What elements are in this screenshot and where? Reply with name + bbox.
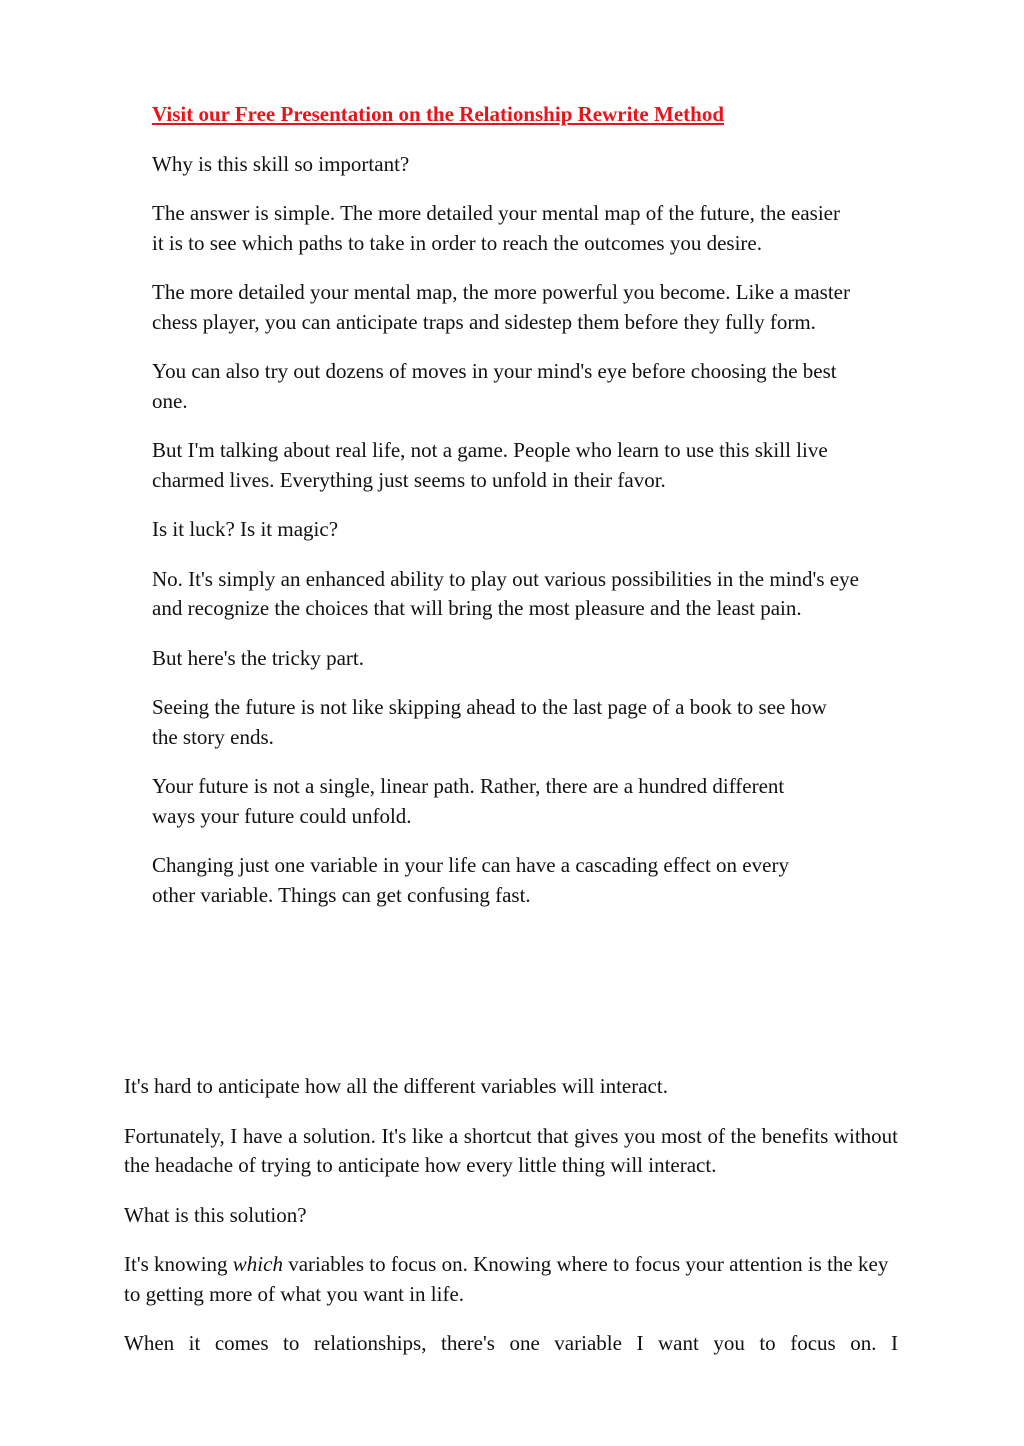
paragraph: Seeing the future is not like skipping ahead to the last page of a book to see how the story ends. [152, 695, 827, 749]
paragraph: But I'm talking about real life, not a game. People who learn to use this skill live charmed lives. Everything just seems to unfold in their favor. [152, 438, 828, 492]
paragraph: But here's the tricky part. [152, 645, 364, 670]
paragraph: Changing just one variable in your life can have a cascading effect on every other variable. Things can get confusing fast. [152, 853, 789, 907]
paragraph: Is it luck? Is it magic? [152, 517, 339, 541]
upper-text-block [152, 100, 864, 930]
paragraph: The more detailed your mental map, the more powerful you become. Like a master chess player, you can anticipate traps and sidestep them before they fully form. [152, 280, 850, 334]
paragraph: No. It's simply an enhanced ability to play out various possibilities in the mind's eye and recognize the choices that will bring the most pleasure and the least pain. [152, 566, 859, 620]
paragraph: You can also try out dozens of moves in your mind's eye before choosing the best one. [152, 359, 837, 413]
text-run: It's knowing [124, 1252, 233, 1276]
paragraph: Why is this skill so important? [152, 151, 410, 176]
text-run: variables to focus on. Knowing where to focus your attention is the key to getting more of what you want in life. [124, 1252, 889, 1306]
paragraph [124, 1250, 898, 1309]
paragraph: What is this solution? [124, 1202, 307, 1227]
lower-text-block [124, 1072, 898, 1379]
paragraph-truncated: When it comes to relationships, there's one variable I want you to focus on. I [124, 1331, 898, 1355]
emphasis-which: which [232, 1252, 283, 1276]
paragraph: It's hard to anticipate how all the different variables will interact. [124, 1074, 668, 1098]
paragraph: Your future is not a single, linear path. Rather, there are a hundred different ways your future could unfold. [152, 774, 785, 828]
paragraph: Fortunately, I have a solution. It's like a shortcut that gives you most of the benefits without the headache of trying to anticipate how every little thing will interact. [124, 1123, 898, 1177]
paragraph: The answer is simple. The more detailed your mental map of the future, the easier it is to see which paths to take in order to reach the outcomes you desire. [152, 201, 840, 255]
free-presentation-link[interactable]: Visit our Free Presentation on the Relationship Rewrite Method [152, 102, 724, 126]
